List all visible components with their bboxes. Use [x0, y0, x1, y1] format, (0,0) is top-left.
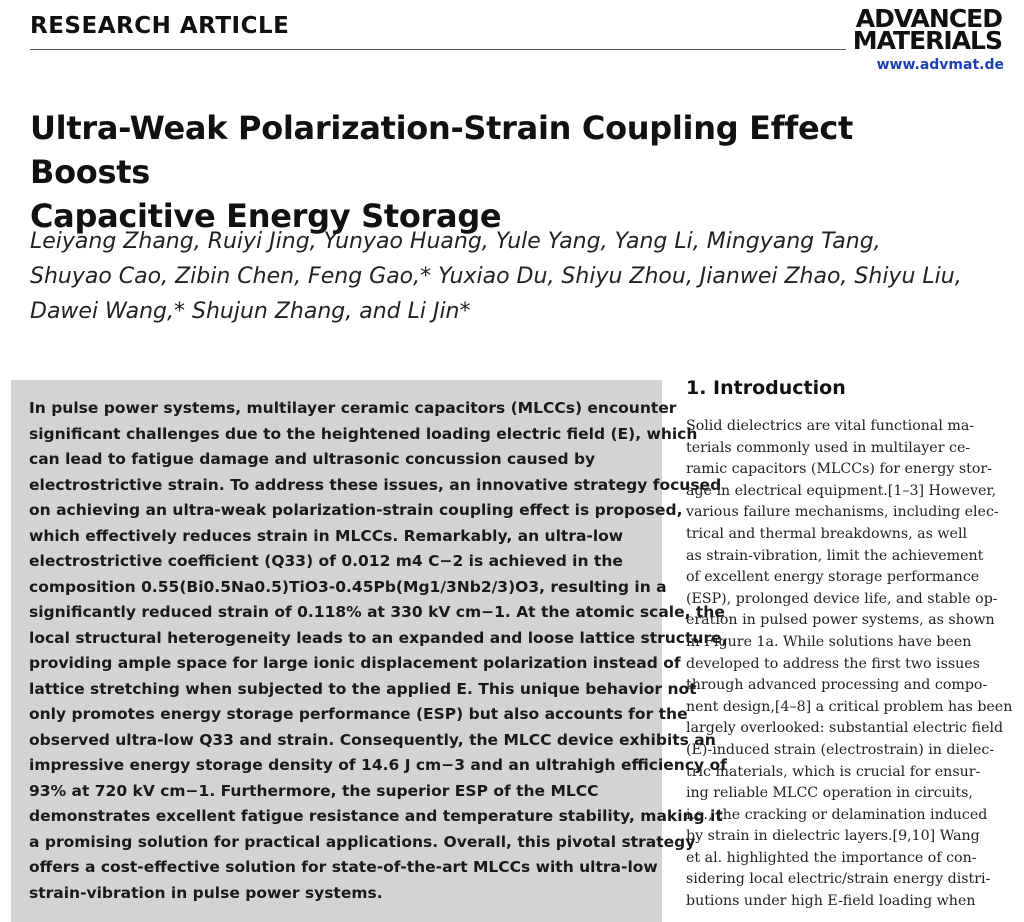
abstract-line: lattice stretching when subjected to the applied E. This unique behavior not: [29, 679, 697, 698]
intro-line: ramic capacitors (MLCCs) for energy stor-: [686, 461, 992, 478]
abstract-line: significantly reduced strain of 0.118% at 330 kV cm−1. At the atomic scale, the: [29, 603, 725, 621]
intro-line: trical and thermal breakdowns, as well: [686, 525, 968, 542]
journal-logo-line2: MATERIALS: [852, 26, 1002, 55]
intro-line: developed to address the first two issues: [686, 655, 980, 672]
abstract-line: electrostrictive strain. To address these issues, an innovative strategy focused: [29, 475, 722, 494]
abstract-line: local structural heterogeneity leads to an expanded and loose lattice structure,: [29, 628, 728, 647]
abstract-line: providing ample space for large ionic displacement polarization instead of: [29, 654, 681, 672]
abstract-line: a promising solution for practical applications. Overall, this pivotal strategy: [29, 832, 696, 851]
intro-line: sidering local electric/strain energy distri-: [686, 871, 991, 888]
section-label: RESEARCH ARTICLE: [30, 13, 290, 39]
intro-line: through advanced processing and compo-: [686, 677, 988, 694]
intro-line: i.e., the cracking or delamination induced: [686, 806, 988, 823]
intro-line: various failure mechanisms, including elec-: [686, 504, 999, 521]
intro-line: et al. highlighted the importance of con-: [686, 849, 977, 866]
abstract-line: can lead to fatigue damage and ultrasonic concussion caused by: [29, 450, 596, 468]
abstract-line: offers a cost-effective solution for state-of-the-art MLCCs with ultra-low: [29, 858, 658, 876]
title-line1: Ultra-Weak Polarization-Strain Coupling Effect Boosts: [30, 109, 854, 191]
abstract-line: impressive energy storage density of 14.6 J cm−3 and an ultrahigh efficiency of: [29, 756, 727, 774]
intro-line: eration in pulsed power systems, as shown: [686, 612, 995, 629]
abstract-line: which effectively reduces strain in MLCCs. Remarkably, an ultra-low: [29, 526, 624, 545]
intro-line: of excellent energy storage performance: [686, 569, 980, 586]
intro-line: nent design,[4–8] a critical problem has been: [686, 698, 1013, 715]
intro-line: largely overlooked: substantial electric field: [686, 720, 1004, 737]
abstract-line: composition 0.55(Bi0.5Na0.5)TiO3-0.45Pb(Mg1/3Nb2/3)O3, resulting in a: [29, 577, 667, 596]
intro-line: butions under high E-field loading when: [686, 893, 976, 910]
abstract-line: on achieving an ultra-weak polarization-strain coupling effect is proposed,: [29, 501, 683, 519]
journal-url-link[interactable]: www.advmat.de: [876, 57, 1004, 73]
journal-logo-line1: ADVANCED: [855, 4, 1002, 33]
abstract-line: observed ultra-low Q33 and strain. Consequently, the MLCC device exhibits an: [29, 730, 716, 749]
journal-logo: [852, 4, 1002, 55]
intro-line: (E)-induced strain (electrostrain) in dielec-: [686, 741, 995, 758]
abstract-line: 93% at 720 kV cm−1. Furthermore, the superior ESP of the MLCC: [29, 781, 599, 800]
intro-line: ing reliable MLCC operation in circuits,: [686, 785, 973, 802]
author-line: Dawei Wang,* Shujun Zhang, and Li Jin*: [30, 299, 471, 324]
intro-line: as strain-vibration, limit the achievement: [686, 547, 984, 564]
intro-line: Solid dielectrics are vital functional ma-: [686, 418, 975, 434]
abstract-line: electrostrictive coefficient (Q33) of 0.012 m4 C−2 is achieved in the: [29, 552, 623, 570]
article-title: [30, 106, 980, 238]
author-line: Shuyao Cao, Zibin Chen, Feng Gao,* Yuxiao Du, Shiyu Zhou, Jianwei Zhao, Shiyu Liu,: [30, 264, 962, 289]
introduction-heading: 1. Introduction: [686, 377, 846, 399]
title-line2: Capacitive Energy Storage: [30, 197, 502, 235]
abstract-line: only promotes energy storage performance (ESP) but also accounts for the: [29, 705, 688, 723]
intro-line: terials commonly used in multilayer ce-: [686, 439, 971, 456]
abstract-line: demonstrates excellent fatigue resistance and temperature stability, making it: [29, 807, 723, 825]
intro-line: tric materials, which is crucial for ensur-: [686, 763, 981, 780]
introduction-body: [686, 416, 1013, 913]
header-divider: [30, 49, 846, 50]
abstract-line: significant challenges due to the heightened loading electric field (E), which: [29, 424, 698, 443]
abstract-line: In pulse power systems, multilayer ceramic capacitors (MLCCs) encounter: [29, 399, 677, 417]
author-line: Leiyang Zhang, Ruiyi Jing, Yunyao Huang, Yule Yang, Yang Li, Mingyang Tang,: [30, 229, 881, 254]
intro-line: by strain in dielectric layers.[9,10] Wang: [686, 828, 980, 845]
intro-line: in Figure 1a. While solutions have been: [686, 633, 972, 650]
author-list: [30, 224, 1010, 329]
abstract: [29, 396, 728, 906]
abstract-line: strain-vibration in pulse power systems.: [29, 883, 383, 902]
intro-line: age in electrical equipment.[1–3] However,: [686, 482, 997, 499]
intro-line: (ESP), prolonged device life, and stable op-: [686, 590, 998, 607]
